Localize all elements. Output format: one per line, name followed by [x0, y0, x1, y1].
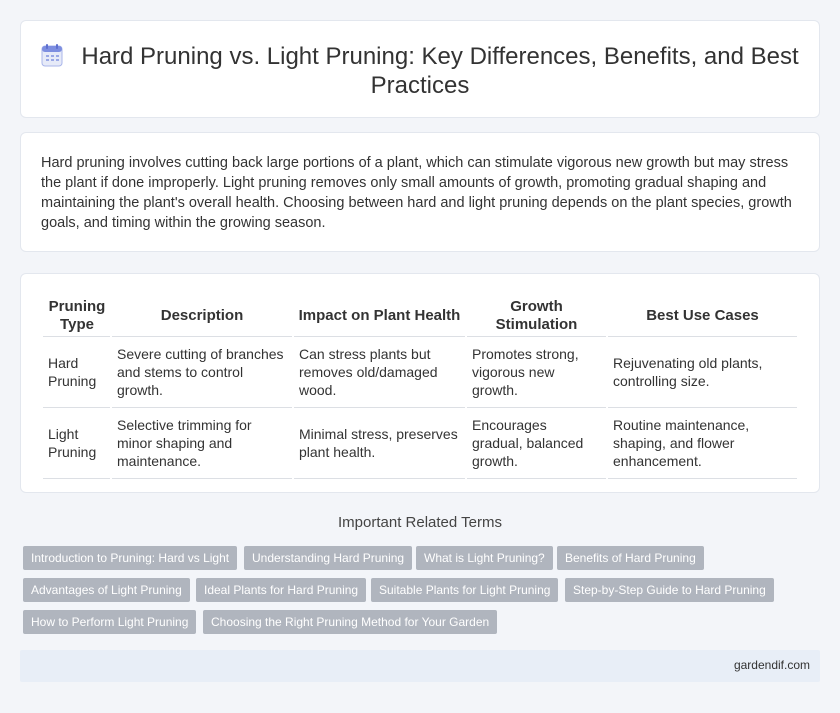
header-use-cases: Best Use Cases: [607, 296, 798, 337]
table-cell: Routine maintenance, shaping, and flower enhancement.: [607, 408, 798, 479]
tag-perform-light[interactable]: How to Perform Light Pruning: [23, 610, 196, 634]
header-growth: Growth Stimulation: [466, 296, 607, 337]
header-card: [20, 20, 820, 118]
calendar-icon: [41, 43, 63, 67]
tag-benefits-hard[interactable]: Benefits of Hard Pruning: [557, 546, 704, 570]
intro-paragraph: Hard pruning involves cutting back large portions of a plant, which can stimulate vigorous new growth but may stress the plant if done improperly. Light pruning removes only small amounts of growth, promoting gradual shaping and maintaining the plant's overall health. Choosing between hard and light pruning depends on the plant species, growth goals, and timing within the growing season.: [41, 155, 792, 231]
header-pruning-type: Pruning Type: [43, 296, 111, 337]
table-cell: Minimal stress, preserves plant health.: [293, 408, 466, 479]
tag-ideal-plants-hard[interactable]: Ideal Plants for Hard Pruning: [196, 578, 366, 602]
table-row: [43, 337, 798, 408]
table-cell: Severe cutting of branches and stems to control growth.: [111, 337, 293, 408]
table-row: [43, 408, 798, 479]
related-terms-title: Important Related Terms: [338, 514, 502, 531]
tag-what-is-light[interactable]: What is Light Pruning?: [416, 546, 553, 570]
intro-card: [20, 132, 820, 252]
table-cell: Encourages gradual, balanced growth.: [466, 408, 607, 479]
table-header-row: [43, 296, 798, 337]
header-description: Description: [111, 296, 293, 337]
page-title: Hard Pruning vs. Light Pruning: Key Differences, Benefits, and Best Practices: [81, 43, 799, 99]
footer: [20, 650, 820, 682]
tag-understanding-hard[interactable]: Understanding Hard Pruning: [244, 546, 412, 570]
tag-guide-hard[interactable]: Step-by-Step Guide to Hard Pruning: [565, 578, 774, 602]
table-card: [20, 273, 820, 493]
table-cell: Selective trimming for minor shaping and maintenance.: [111, 408, 293, 479]
table-cell: Can stress plants but removes old/damaged wood.: [293, 337, 466, 408]
comparison-table: [43, 296, 799, 479]
table-cell: Hard Pruning: [43, 337, 111, 408]
tag-suitable-plants-light[interactable]: Suitable Plants for Light Pruning: [371, 578, 558, 602]
table-cell: Light Pruning: [43, 408, 111, 479]
tag-intro-pruning[interactable]: Introduction to Pruning: Hard vs Light: [23, 546, 237, 570]
table-cell: Promotes strong, vigorous new growth.: [466, 337, 607, 408]
tag-choosing-method[interactable]: Choosing the Right Pruning Method for Your Garden: [203, 610, 497, 634]
table-cell: Rejuvenating old plants, controlling size.: [607, 337, 798, 408]
page-title-row: [21, 42, 819, 100]
tag-advantages-light[interactable]: Advantages of Light Pruning: [23, 578, 190, 602]
header-impact: Impact on Plant Health: [293, 296, 466, 337]
footer-site[interactable]: gardendif.com: [733, 658, 810, 672]
